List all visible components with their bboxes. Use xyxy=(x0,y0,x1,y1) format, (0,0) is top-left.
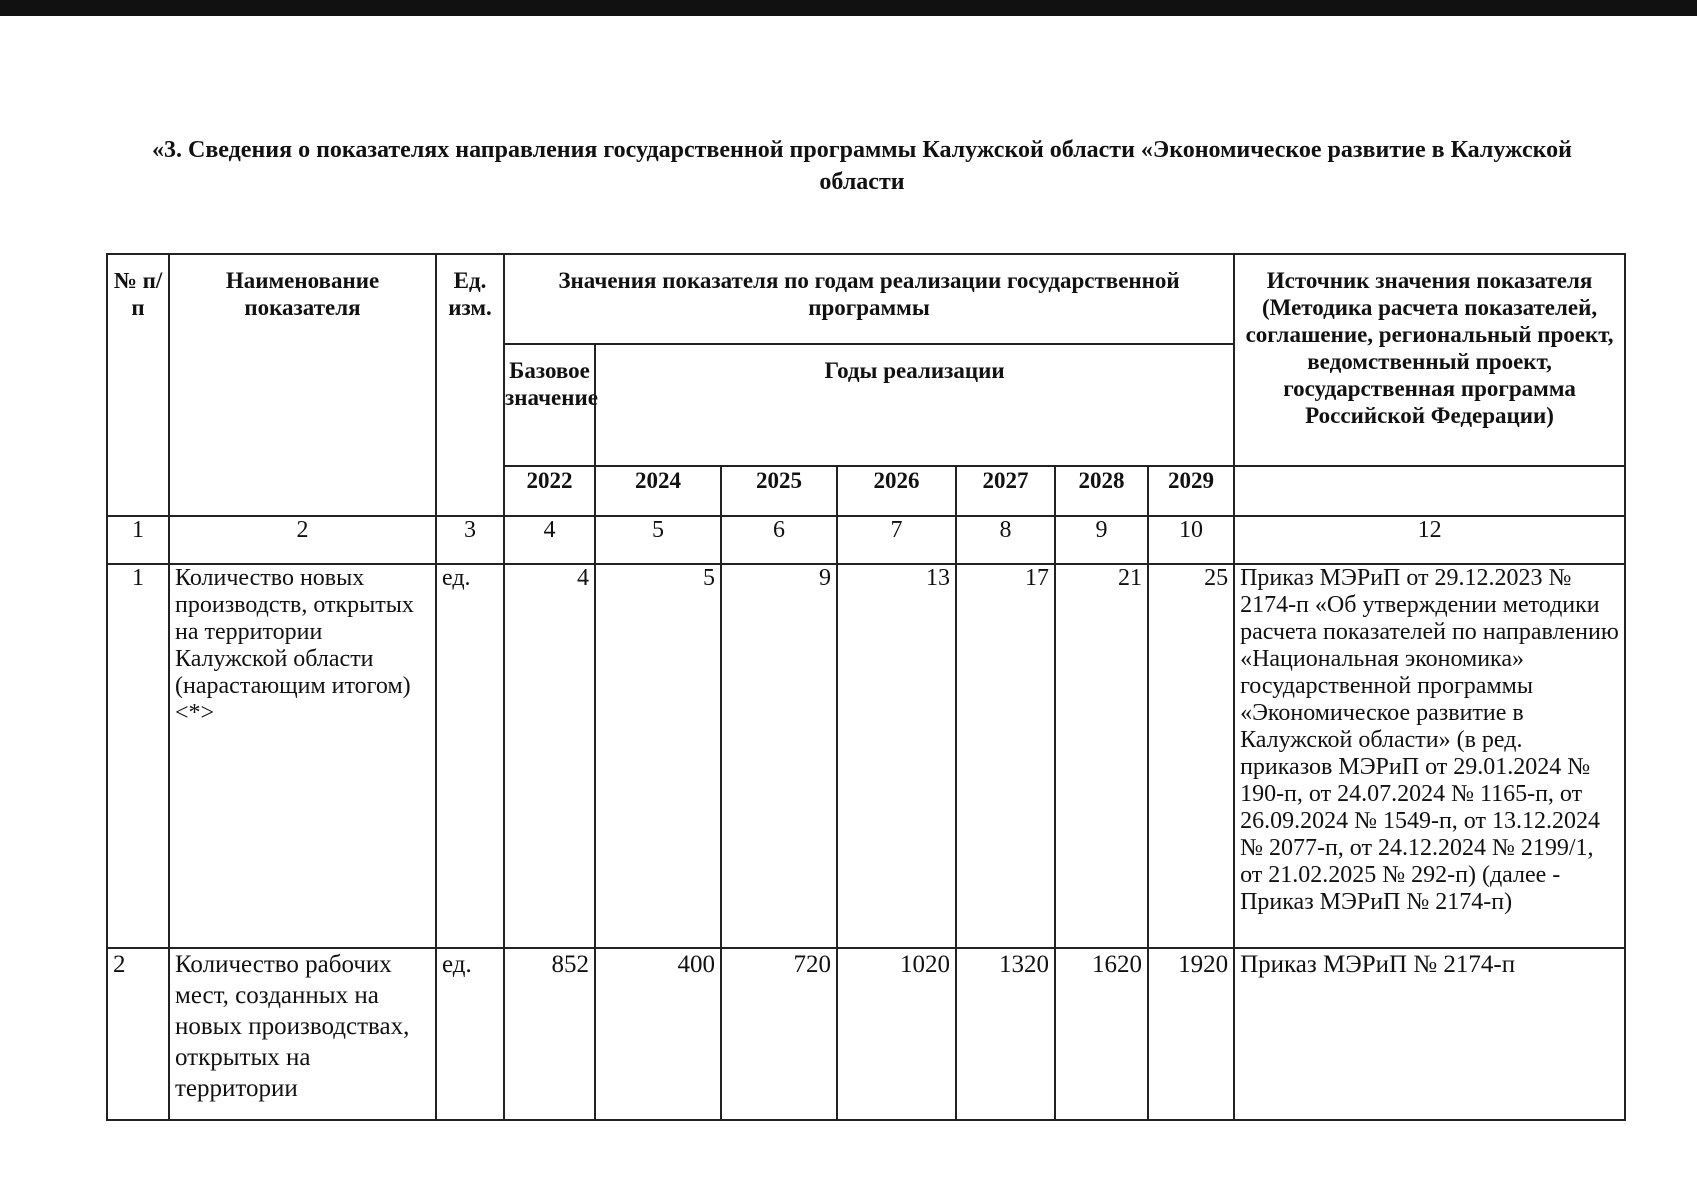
table-row xyxy=(107,948,1625,1120)
column-number: 7 xyxy=(837,516,956,564)
column-number: 1 xyxy=(107,516,169,564)
column-number: 5 xyxy=(595,516,721,564)
year-header: 2026 xyxy=(837,466,956,516)
table-row xyxy=(107,564,1625,948)
year-header: 2024 xyxy=(595,466,721,516)
page-title: «3. Сведения о показателях направления государственной программы Калужской области «Экономическое развитие в Калужской области xyxy=(152,137,1572,195)
indicators-table xyxy=(106,253,1626,1121)
row-value: 1920 xyxy=(1148,948,1234,1120)
row-value: 5 xyxy=(595,564,721,948)
column-number: 3 xyxy=(436,516,504,564)
header-source: Источник значения показателя (Методика расчета показателей, соглашение, региональный проект, ведомственный проект, государственная программа Российской Федерации) xyxy=(1234,254,1625,466)
year-header: 2022 xyxy=(504,466,595,516)
column-number: 9 xyxy=(1055,516,1148,564)
header-name: Наименование показателя xyxy=(169,254,436,516)
year-header: 2027 xyxy=(956,466,1055,516)
header-base: Базовое значение xyxy=(504,344,595,466)
column-number: 8 xyxy=(956,516,1055,564)
column-numbers-row xyxy=(107,516,1625,564)
header-row-1 xyxy=(107,254,1625,344)
scan-top-border xyxy=(0,0,1697,16)
row-value: 720 xyxy=(721,948,837,1120)
row-name: Количество новых производств, открытых на территории Калужской области (нарастающим итогом) <*> xyxy=(169,564,436,948)
header-unit: Ед. изм. xyxy=(436,254,504,516)
row-value: 13 xyxy=(837,564,956,948)
row-value: 4 xyxy=(504,564,595,948)
row-num: 1 xyxy=(107,564,169,948)
header-values-group: Значения показателя по годам реализации государственной программы xyxy=(504,254,1234,344)
header-years-group: Годы реализации xyxy=(595,344,1234,466)
row-unit: ед. xyxy=(436,564,504,948)
header-num: № п/п xyxy=(107,254,169,516)
row-value: 852 xyxy=(504,948,595,1120)
row-value: 1320 xyxy=(956,948,1055,1120)
column-number: 6 xyxy=(721,516,837,564)
row-value: 400 xyxy=(595,948,721,1120)
row-value: 25 xyxy=(1148,564,1234,948)
column-number: 4 xyxy=(504,516,595,564)
row-value: 1620 xyxy=(1055,948,1148,1120)
row-value: 9 xyxy=(721,564,837,948)
row-source: Приказ МЭРиП № 2174-п xyxy=(1234,948,1625,1120)
year-header: 2025 xyxy=(721,466,837,516)
row-value: 17 xyxy=(956,564,1055,948)
row-num: 2 xyxy=(107,948,169,1120)
year-header: 2029 xyxy=(1148,466,1234,516)
row-value: 1020 xyxy=(837,948,956,1120)
year-header: 2028 xyxy=(1055,466,1148,516)
source-header-empty xyxy=(1234,466,1625,516)
row-source: Приказ МЭРиП от 29.12.2023 № 2174-п «Об утверждении методики расчета показателей по направлению «Национальная экономика» государственной программы «Экономическое развитие в Калужской области» (в ред. приказов МЭРиП от 29.01.2024 № 190-п, от 24.07.2024 № 1165-п, от 26.09.2024 № 1549-п, от 13.12.2024 № 2077-п, от 24.12.2024 № 2199/1, от 21.02.2025 № 292-п) (далее - Приказ МЭРиП № 2174-п) xyxy=(1234,564,1625,948)
row-name: Количество рабочих мест, созданных на новых производствах, открытых на территории xyxy=(169,948,436,1120)
column-number: 2 xyxy=(169,516,436,564)
column-number: 10 xyxy=(1148,516,1234,564)
row-value: 21 xyxy=(1055,564,1148,948)
column-number: 12 xyxy=(1234,516,1625,564)
row-unit: ед. xyxy=(436,948,504,1120)
